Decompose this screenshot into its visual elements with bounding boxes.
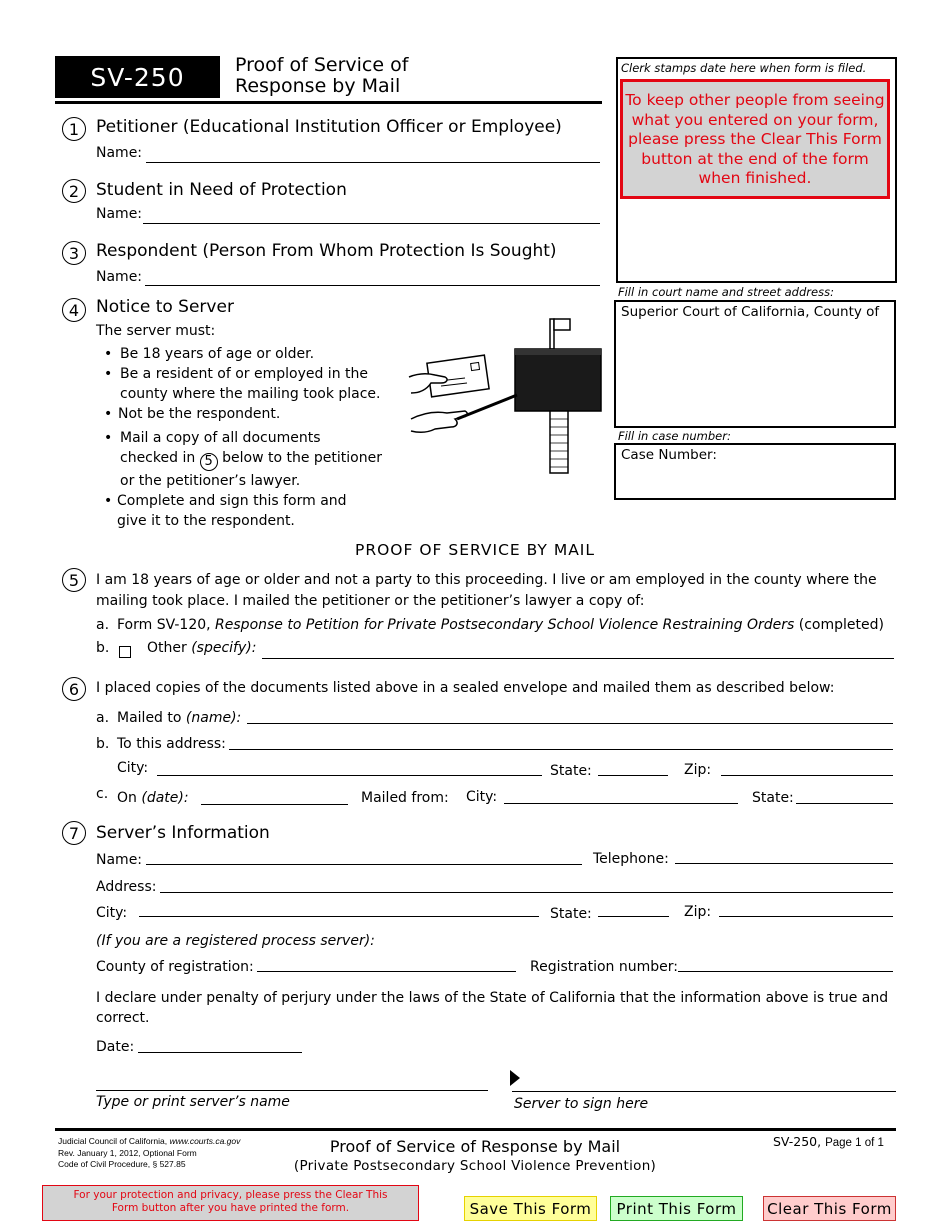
server-address-label: Address: xyxy=(96,879,157,895)
server-city-label: City: xyxy=(96,905,128,921)
server-telephone-field[interactable] xyxy=(675,863,893,864)
declaration-date-field[interactable] xyxy=(138,1052,302,1053)
item4-intro: The server must: xyxy=(96,323,216,339)
county-registration-label: County of registration: xyxy=(96,959,254,975)
footer-page-info xyxy=(773,1134,884,1149)
save-form-button[interactable]: Save This Form xyxy=(464,1196,597,1221)
mailed-from-label: Mailed from: xyxy=(361,790,449,806)
item5-line2: mailing took place. I mailed the petitioner or the petitioner’s lawyer a copy of: xyxy=(96,593,645,609)
item3-title: Respondent (Person From Whom Protection Is Sought) xyxy=(96,241,557,261)
requirement-mail-cont2: or the petitioner’s lawyer. xyxy=(120,473,301,489)
mailed-from-state-field[interactable] xyxy=(796,803,893,804)
sign-arrow-icon xyxy=(510,1070,520,1086)
other-specify-field[interactable] xyxy=(262,658,894,659)
court-caption: Fill in court name and street address: xyxy=(618,285,834,299)
case-number-label: Case Number: xyxy=(621,447,717,463)
address-zip-field[interactable] xyxy=(721,775,893,776)
server-zip-label: Zip: xyxy=(684,904,712,920)
student-name-field[interactable] xyxy=(143,223,600,224)
item6c-state-label: State: xyxy=(752,790,794,806)
server-name-label: Name: xyxy=(96,852,143,868)
footer-revision: Rev. January 1, 2012, Optional Form xyxy=(58,1147,197,1158)
address-state-field[interactable] xyxy=(598,775,668,776)
item-number-4: 4 xyxy=(62,298,86,322)
item6c-city-label: City: xyxy=(466,789,498,805)
requirement-not-respondent: • Not be the respondent. xyxy=(96,404,382,424)
server-city-field[interactable] xyxy=(139,916,539,917)
form-title-line2: Response by Mail xyxy=(235,75,401,97)
item6a-text: Mailed to (name): xyxy=(117,710,242,726)
item3-name-label: Name: xyxy=(96,269,143,285)
header-rule xyxy=(55,101,602,104)
server-telephone-label: Telephone: xyxy=(593,851,669,867)
perjury-declaration xyxy=(96,988,888,1028)
requirement-resident: • Be a resident of or employed in the xyxy=(96,364,382,384)
footer-rule xyxy=(55,1128,896,1131)
requirement-mail: • Mail a copy of all documents xyxy=(96,428,382,448)
item1-title: Petitioner (Educational Institution Officer or Employee) xyxy=(96,117,562,137)
requirement-age: • Be 18 years of age or older. xyxy=(96,344,382,364)
item5b-other-label: Other (specify): xyxy=(147,640,257,656)
mailed-to-name-field[interactable] xyxy=(247,723,893,724)
item4-title: Notice to Server xyxy=(96,297,234,317)
clerk-caption: Clerk stamps date here when form is filed. xyxy=(621,61,867,75)
item6-zip-label: Zip: xyxy=(684,762,712,778)
server-name-field[interactable] xyxy=(146,864,582,865)
item7-title: Server’s Information xyxy=(96,823,270,843)
registration-number-label: Registration number: xyxy=(530,959,678,975)
petitioner-name-field[interactable] xyxy=(146,162,600,163)
sv120-form-name: Response to Petition for Private Postsecondary School Violence Restraining Orders xyxy=(215,617,795,633)
item-number-1: 1 xyxy=(62,117,86,141)
item2-title: Student in Need of Protection xyxy=(96,180,347,200)
privacy-notice: For your protection and privacy, please press the Clear This Form button after you have printed the form. xyxy=(42,1185,419,1221)
item5b-label: b. xyxy=(96,640,110,656)
footer-form-code: SV-250, xyxy=(773,1134,822,1149)
mailed-from-city-field[interactable] xyxy=(504,803,738,804)
item5-line1: I am 18 years of age or older and not a party to this proceeding. I live or am employed in the county where the xyxy=(96,572,877,588)
printed-name-caption: Type or print server’s name xyxy=(96,1094,290,1110)
clear-form-warning: To keep other people from seeing what you entered on your form, please press the Clear This Form button at the end of the form when finished. xyxy=(620,79,890,199)
courts-website-link[interactable]: www.courts.ca.gov xyxy=(169,1136,241,1146)
item2-name-label: Name: xyxy=(96,206,143,222)
item5-statement xyxy=(96,570,877,612)
requirement-complete-cont: give it to the respondent. xyxy=(117,513,295,529)
clear-form-button[interactable]: Clear This Form xyxy=(763,1196,896,1221)
item6-intro: I placed copies of the documents listed above in a sealed envelope and mailed them as described below: xyxy=(96,680,835,696)
item-number-6: 6 xyxy=(62,677,86,701)
item6-city-label: City: xyxy=(117,760,149,776)
item1-name-label: Name: xyxy=(96,145,143,161)
requirement-complete: • Complete and sign this form and xyxy=(96,491,382,511)
item6-state-label: State: xyxy=(550,763,592,779)
section-heading: PROOF OF SERVICE BY MAIL xyxy=(354,541,596,559)
print-form-button[interactable]: Print This Form xyxy=(610,1196,743,1221)
server-state-label: State: xyxy=(550,906,592,922)
form-title-line1: Proof of Service of xyxy=(235,54,409,76)
mailbox-illustration xyxy=(405,315,603,477)
registration-number-field[interactable] xyxy=(678,971,893,972)
mailing-date-field[interactable] xyxy=(201,804,348,805)
server-requirements-list xyxy=(96,344,382,531)
requirement-resident-cont: county where the mailing took place. xyxy=(120,386,381,402)
item5a-text: Form SV-120, Response to Petition for Private Postsecondary School Violence Restraining Orders (completed) xyxy=(117,617,884,633)
perjury-line1: I declare under penalty of perjury under the laws of the State of California that the information above is true and xyxy=(96,990,889,1006)
other-checkbox[interactable] xyxy=(119,642,131,661)
footer-code-reference: Code of Civil Procedure, § 527.85 xyxy=(58,1159,186,1169)
declaration-date-label: Date: xyxy=(96,1039,135,1055)
county-registration-field[interactable] xyxy=(257,971,516,972)
address-city-field[interactable] xyxy=(157,775,542,776)
footer-page-number: Page 1 of 1 xyxy=(825,1137,884,1149)
server-signature-field[interactable] xyxy=(512,1091,896,1092)
signature-caption: Server to sign here xyxy=(514,1096,649,1112)
item6b-text: To this address: xyxy=(117,736,226,752)
form-title xyxy=(235,55,408,97)
perjury-line2: correct. xyxy=(96,1010,150,1026)
server-address-field[interactable] xyxy=(160,892,893,893)
footer-council: Judicial Council of California, www.courts.ca.gov xyxy=(58,1136,241,1146)
item6c-label: c. xyxy=(96,786,109,802)
case-caption: Fill in case number: xyxy=(618,429,731,443)
item-number-2: 2 xyxy=(62,179,86,203)
server-state-field[interactable] xyxy=(598,916,669,917)
address-street-field[interactable] xyxy=(229,749,893,750)
respondent-name-field[interactable] xyxy=(145,285,600,286)
item6c-date-label: On (date): xyxy=(117,790,189,806)
item-ref-5: 5 xyxy=(200,453,218,471)
server-zip-field[interactable] xyxy=(719,916,893,917)
item5a-label: a. xyxy=(96,617,110,633)
item6b-label: b. xyxy=(96,736,110,752)
footer-subtitle: (Private Postsecondary School Violence Prevention) xyxy=(293,1158,657,1174)
requirement-mail-cont: checked in 5 below to the petitioner xyxy=(120,450,382,469)
item-number-5: 5 xyxy=(62,568,86,592)
court-name-value: Superior Court of California, County of xyxy=(621,304,880,320)
item-number-7: 7 xyxy=(62,821,86,845)
item6a-label: a. xyxy=(96,710,110,726)
form-code-badge: SV-250 xyxy=(55,56,220,98)
footer-title: Proof of Service of Response by Mail xyxy=(329,1137,621,1156)
server-printed-name-field[interactable] xyxy=(96,1090,488,1091)
item-number-3: 3 xyxy=(62,241,86,265)
registered-server-note: (If you are a registered process server): xyxy=(96,933,375,949)
